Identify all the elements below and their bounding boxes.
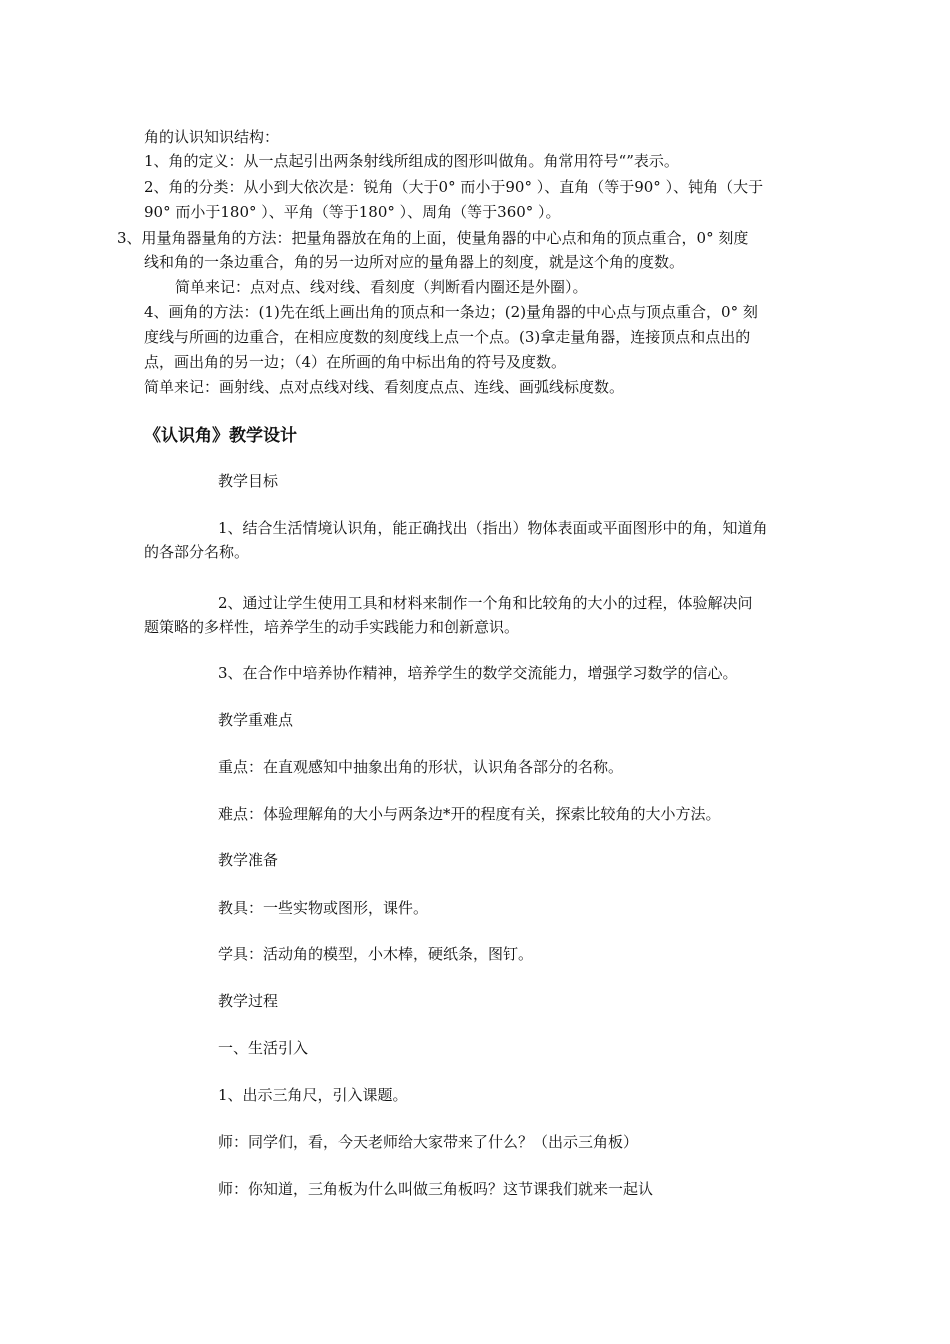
item-classification-line2: 90° 而小于180° ）、平角（等于180° ）、周角（等于360° ）。: [144, 203, 561, 221]
student-tools: 学具：活动角的模型，小木棒，硬纸条，图钉。: [218, 945, 534, 963]
structure-heading: 角的认识知识结构：: [144, 128, 280, 146]
process-heading: 教学过程: [218, 992, 279, 1010]
prep-heading: 教学准备: [218, 851, 279, 869]
goals-heading: 教学目标: [218, 472, 279, 490]
goal3: 3、在合作中培养协作精神，培养学生的数学交流能力，增强学习数学的信心。: [218, 664, 738, 682]
key-point: 重点：在直观感知中抽象出角的形状，认识角各部分的名称。: [218, 758, 624, 776]
key-heading: 教学重难点: [218, 711, 294, 729]
section1-heading: 一、生活引入: [218, 1039, 309, 1057]
design-title: 《认识角》教学设计: [144, 426, 297, 446]
dialog-line1: 师：同学们，看，今天老师给大家带来了什么？（出示三角板）: [218, 1133, 639, 1151]
item-measuring-line2: 线和角的一条边重合，角的另一边所对应的量角器上的刻度，就是这个角的度数。: [144, 253, 685, 271]
goal2-line2: 题策略的多样性，培养学生的动手实践能力和创新意识。: [144, 618, 520, 636]
item-drawing-line1: 4、画角的方法：(1)先在纸上画出角的顶点和一条边；(2)量角器的中心点与顶点重合，0° 刻: [144, 303, 758, 321]
item-drawing-line3: 点，画出角的另一边；（4）在所画的角中标出角的符号及度数。: [144, 353, 567, 371]
item-drawing-memo: 简单来记：画射线、点对点线对线、看刻度点点、连线、画弧线标度数。: [144, 378, 625, 396]
item-measuring-memo: 简单来记：点对点、线对线、看刻度（判断看内圈还是外圈）。: [175, 278, 588, 296]
teacher-tools: 教具：一些实物或图形，课件。: [218, 899, 429, 917]
difficulty: 难点：体验理解角的大小与两条边*开的程度有关，探索比较角的大小方法。: [218, 805, 721, 823]
goal1-line1: 1、结合生活情境认识角，能正确找出（指出）物体表面或平面图形中的角，知道角: [218, 519, 768, 537]
item-drawing-line2: 度线与所画的边重合，在相应度数的刻度线上点一个点。(3)拿走量角器，连接顶点和点出的: [144, 328, 751, 346]
goal2-line1: 2、通过让学生使用工具和材料来制作一个角和比较角的大小的过程，体验解决问: [218, 594, 753, 612]
item-definition: 1、角的定义：从一点起引出两条射线所组成的图形叫做角。角常用符号“”表示。: [144, 152, 679, 170]
item-classification-line1: 2、角的分类：从小到大依次是：锐角（大于0° 而小于90° ）、直角（等于90° ）、钝角（大于: [144, 178, 764, 196]
item-measuring-line1: 3、用量角器量角的方法：把量角器放在角的上面，使量角器的中心点和角的顶点重合，0° 刻度: [117, 229, 749, 247]
step1: 1、出示三角尺，引入课题。: [218, 1086, 408, 1104]
goal1-line2: 的各部分名称。: [144, 543, 250, 561]
dialog-line2: 师：你知道，三角板为什么叫做三角板吗？这节课我们就来一起认: [218, 1180, 654, 1198]
